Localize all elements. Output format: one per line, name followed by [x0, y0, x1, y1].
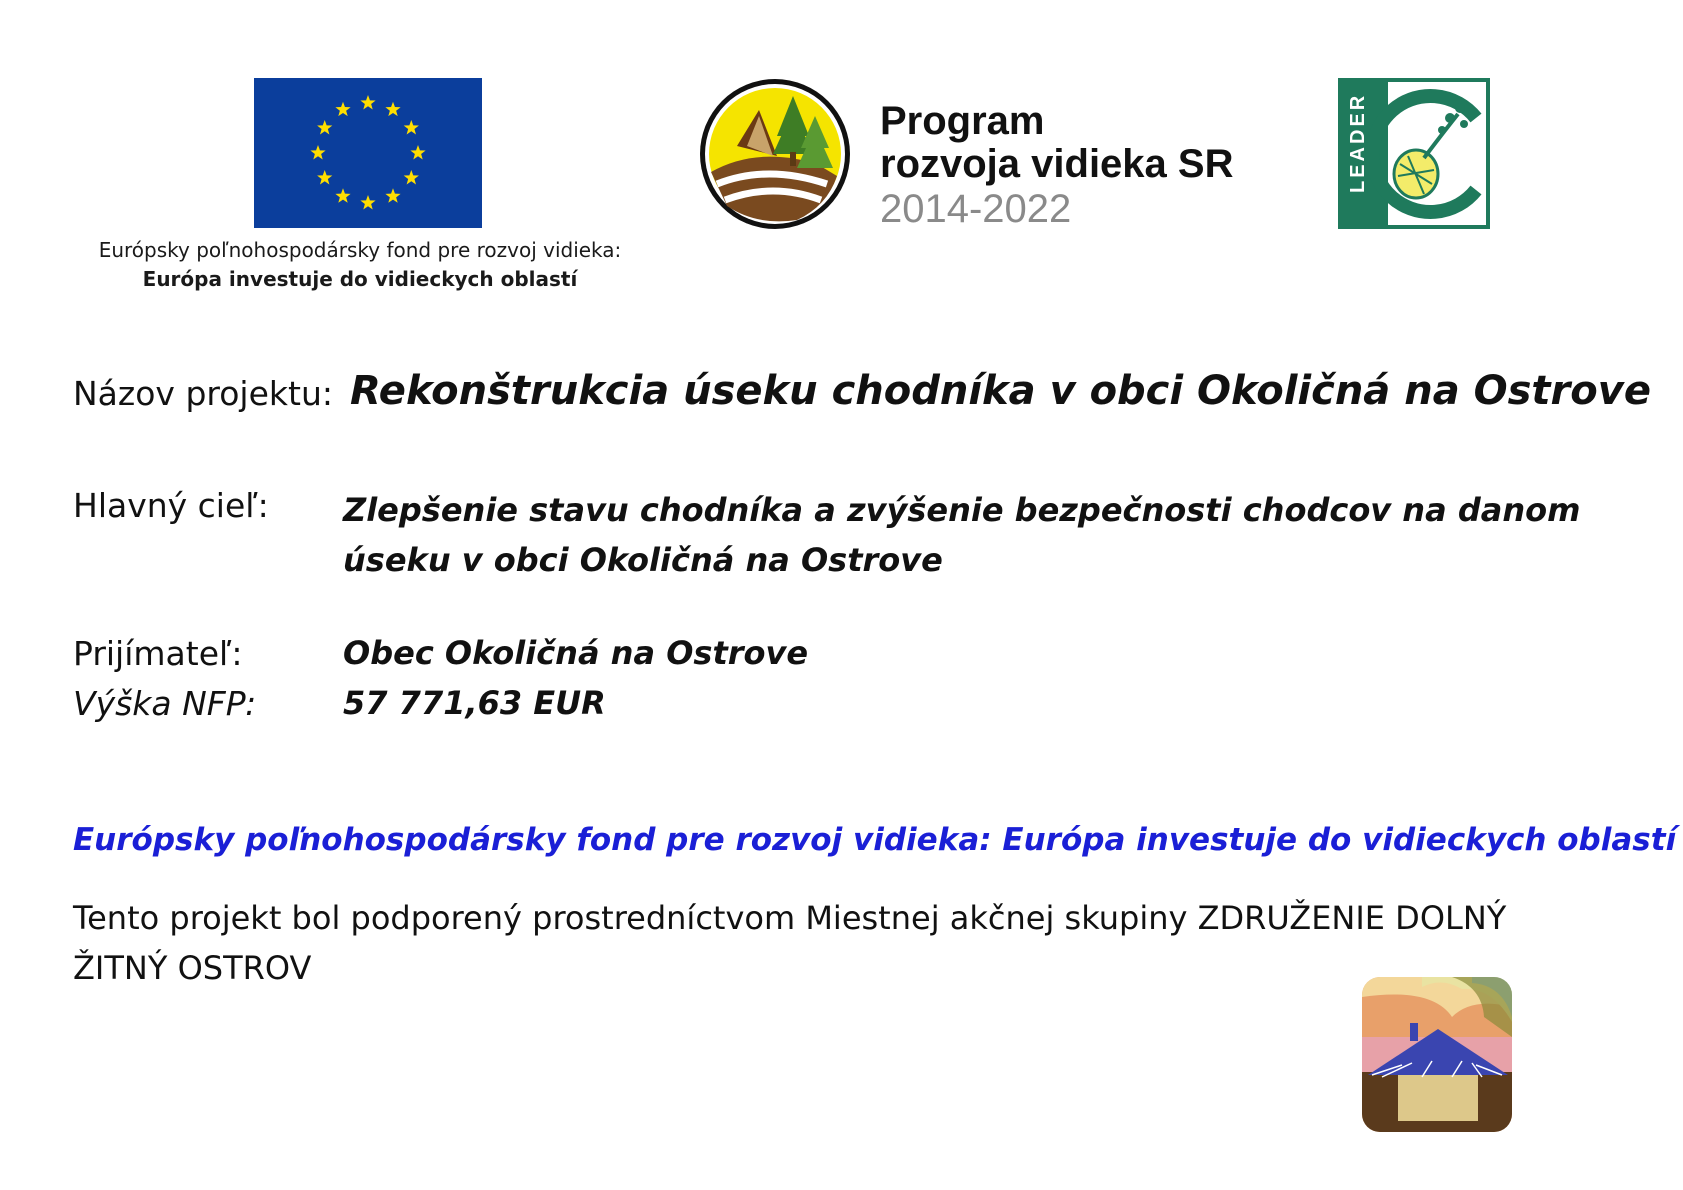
eu-flag-icon [254, 78, 482, 228]
project-name-value: Rekonštrukcia úseku chodníka v obci Okoličná na Ostrove [350, 368, 1651, 414]
recipient-label: Prijímateľ: [73, 634, 243, 673]
eu-caption-line1: Európsky poľnohospodársky fond pre rozvoj vidieka: [98, 238, 622, 262]
prv-line2: rozvoja vidieka SR [880, 142, 1234, 186]
nfp-value: 57 771,63 EUR [343, 684, 606, 722]
eu-caption [60, 236, 660, 294]
prv-years: 2014-2022 [880, 187, 1072, 231]
fund-line: Európsky poľnohospodársky fond pre rozvoj vidieka: Európa investuje do vidieckych oblastí [73, 822, 1677, 858]
support-text: Tento projekt bol podporený prostredníctvom Miestnej akčnej skupiny ZDRUŽENIE DOLNÝ ŽITNÝ OSTROV [73, 899, 1507, 987]
goal-label: Hlavný cieľ: [73, 486, 269, 525]
recipient-value: Obec Okoličná na Ostrove [343, 634, 809, 672]
eu-stars [254, 78, 482, 228]
eu-caption-line2: Európa investuje do vidieckych oblastí [142, 267, 578, 291]
prv-line1: Program [880, 99, 1045, 143]
mas-logo-icon [1362, 977, 1512, 1132]
project-name-label: Názov projektu: [73, 374, 333, 413]
prv-title [880, 100, 1300, 232]
leader-logo-icon [1338, 78, 1490, 229]
nfp-label: Výška NFP: [73, 684, 257, 723]
leader-text: LEADER [1347, 92, 1369, 193]
prv-logo-icon [697, 76, 853, 232]
goal-value: Zlepšenie stavu chodníka a zvýšenie bezpečnosti chodcov na danom úseku v obci Okoličná na Ostrove [343, 491, 1581, 579]
